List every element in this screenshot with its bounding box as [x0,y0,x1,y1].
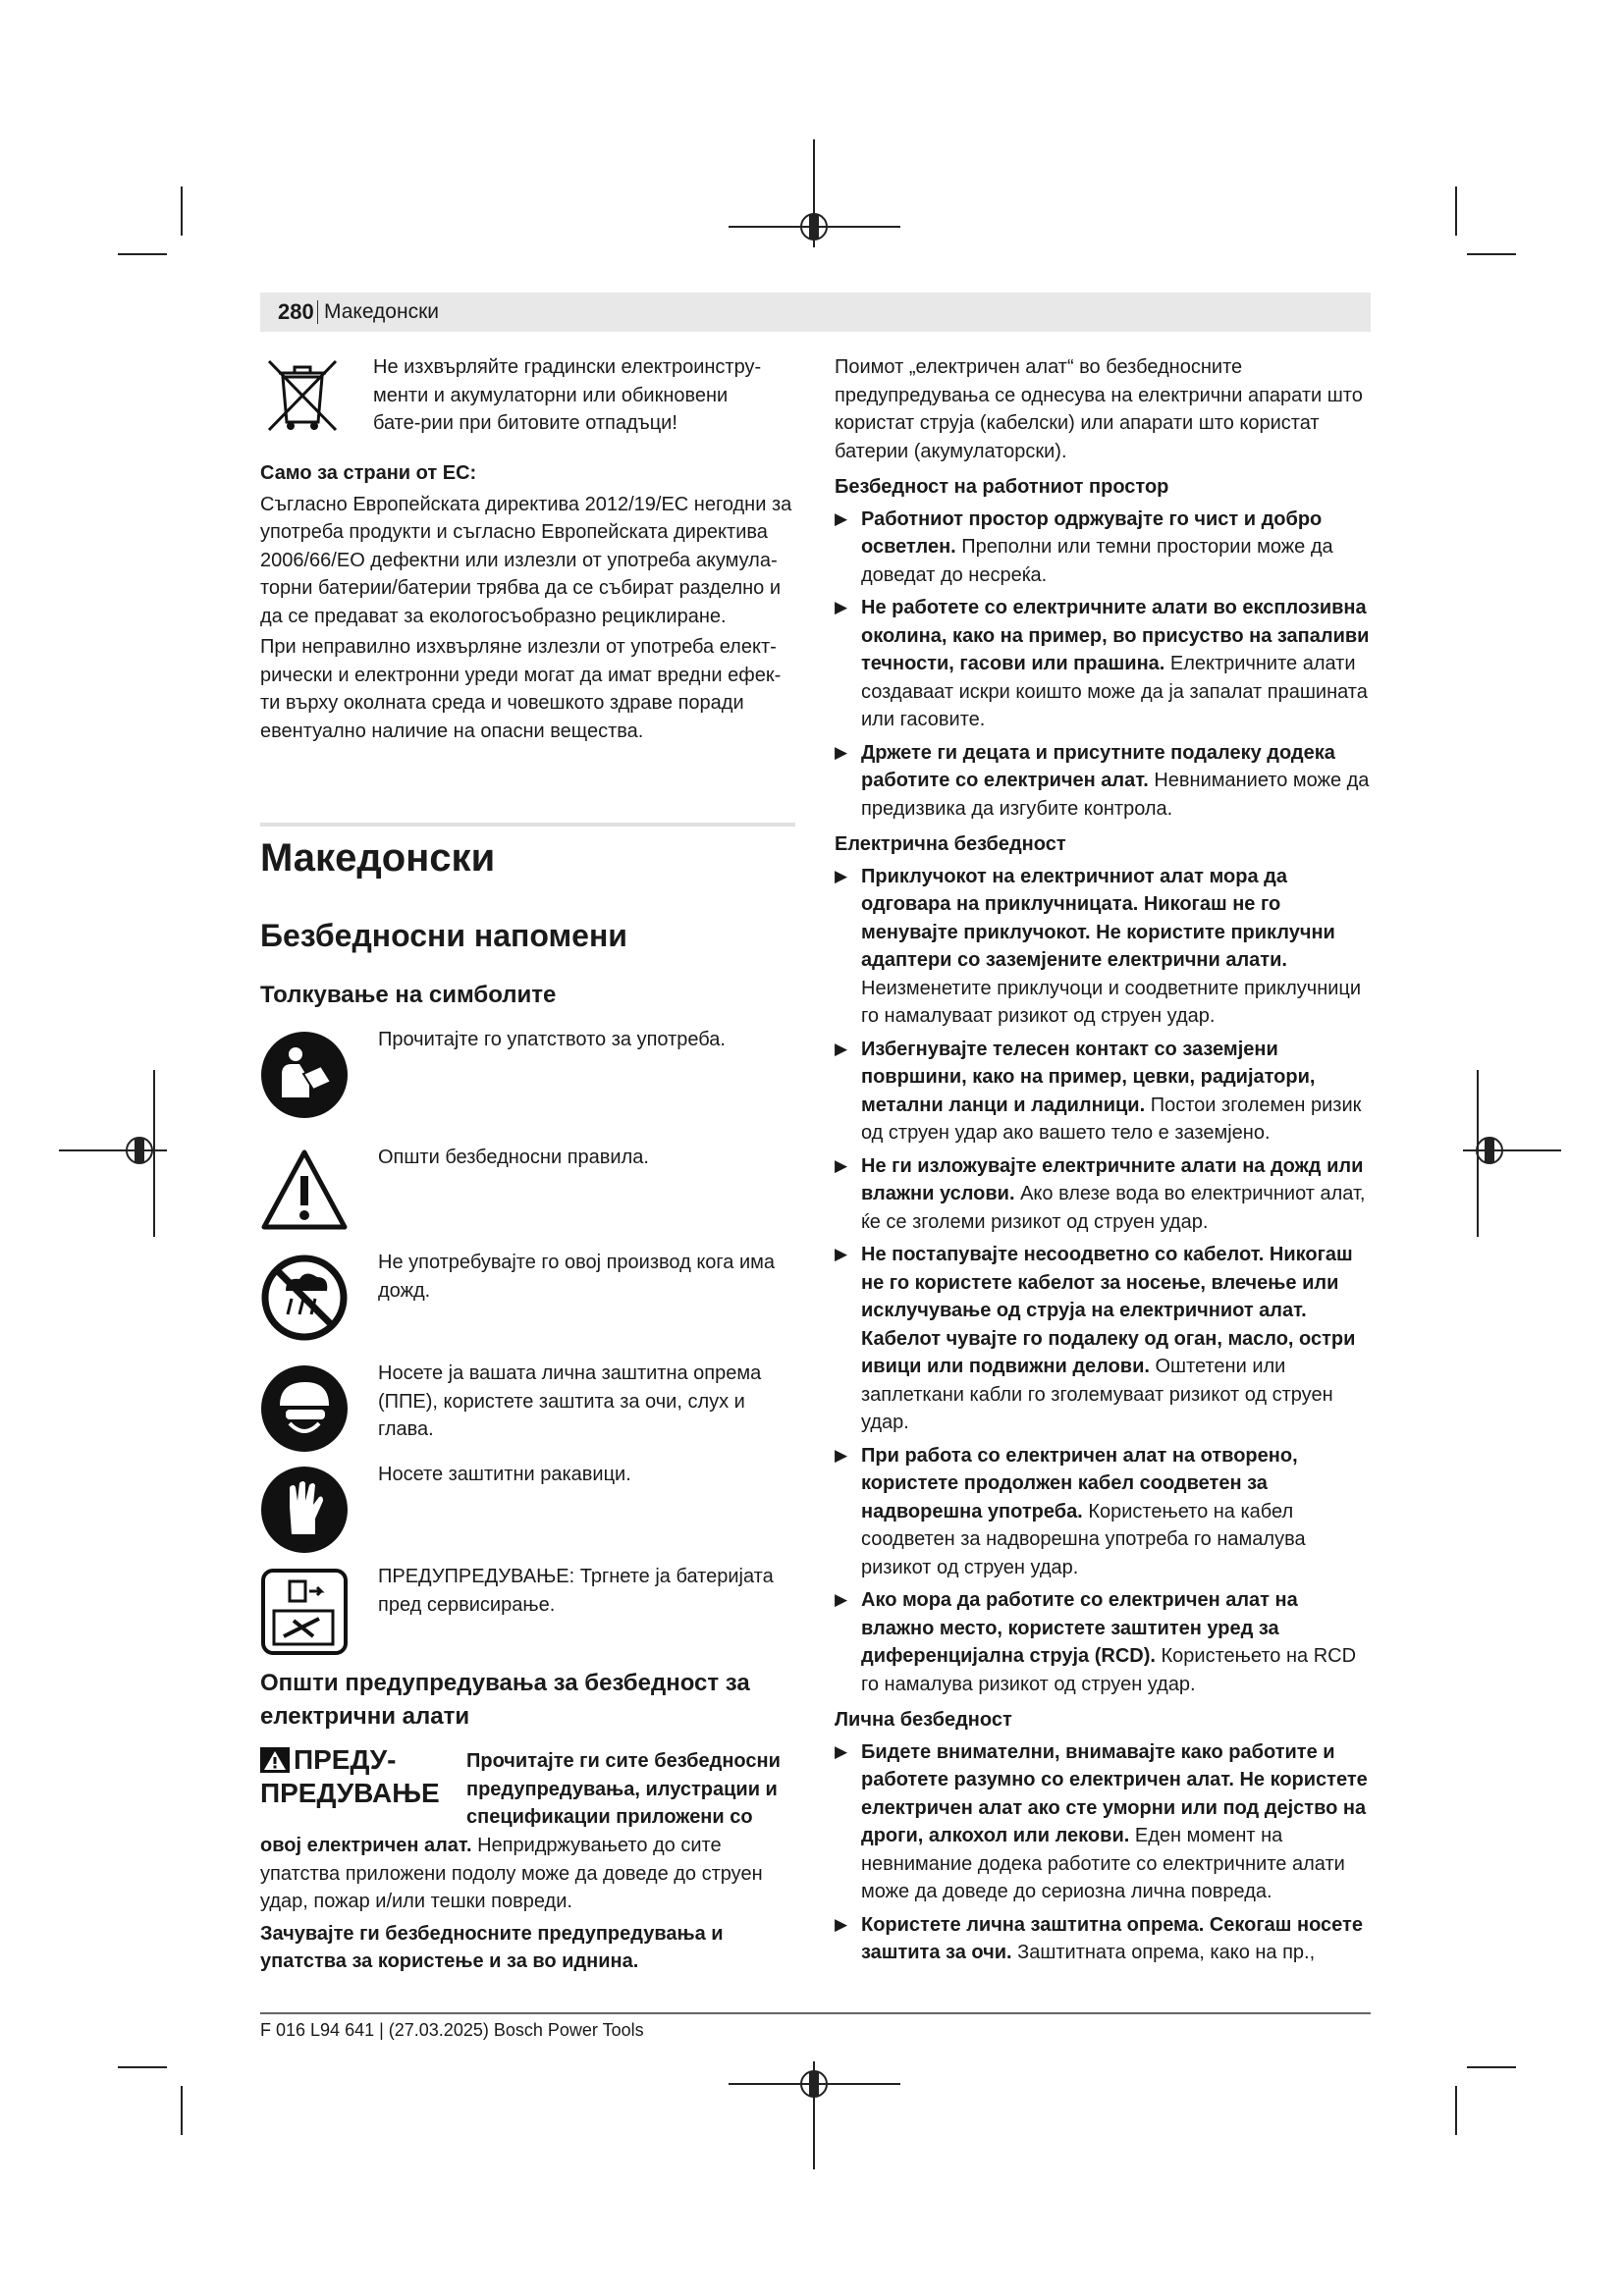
crop-mark [118,2066,167,2068]
warning-rest: Непридржувањето до сите упатства приложени подолу може да доведе до струен удар, пожар и/или тешки повреди. [260,1835,763,1912]
list-item-text: Преполни или темни простории може да доведат до несреќа. [861,536,1333,586]
weee-bin-icon [263,355,342,436]
header-language: Македонски [324,300,439,323]
header-divider [317,300,318,324]
symbol-text: Носете заштитни ракавици. [378,1464,631,1485]
symbol-text: Прочитајте го упатството за употреба. [378,1029,726,1050]
list-item-bold: Не ги изложувајте електричните алати на дожд или влажни услови. [861,1154,1364,1204]
list-item [835,1738,1373,1906]
list-item-text: Ако влезе вода во електричниот алат, ќе се зголеми ризикот од струен удар. [861,1183,1366,1233]
registration-mark-icon [126,1137,153,1164]
warning-label-line: ПРЕДУВАЊЕ [260,1778,440,1808]
registration-mark-icon [1476,1137,1503,1164]
footer-rule [260,2012,1371,2014]
list-item-text: Еден момент на невнимание додека работите со електричните алати може да доведе до сериозна лична повреда. [861,1825,1345,1902]
section-heading: Безбедност на работниот простор [835,476,1169,498]
list-item-text: Електричните алати создаваат искри коишто може да ја запалат прашината или гасовите. [861,653,1368,730]
warning-bold-line: Прочитајте ги сите безбедносни [466,1750,781,1772]
safety-title: Безбедносни напомени [260,918,627,953]
footer-text: F 016 L94 641 | (27.03.2025) Bosch Power Tools [260,2020,644,2040]
crop-mark [181,2086,183,2135]
list-item [835,1586,1373,1698]
list-item [835,739,1373,824]
weee-text: Не изхвърляйте градински електроинстру-менти и акумулаторни или обикновени бате-рии при битовите отпадъци! [373,356,762,434]
list-item-bold: Бидете внимателни, внимавајте како работите и работете разумно со електричен алат. Не користете електричен алат ако сте уморни или под дејство на дроги, алкохол или лекови. [861,1740,1368,1846]
list-item [835,1036,1373,1148]
warning-bold-line: предупредувања, илустрации и [466,1778,778,1800]
eu-section [260,459,795,745]
symbol-text: ПРЕДУПРЕДУВАЊЕ: Тргнете ја батеријата пред сервисирање. [378,1566,774,1616]
list-item [835,594,1373,734]
registration-mark-icon [800,2070,828,2098]
right-column [835,353,1373,1967]
registration-mark-icon [800,213,828,240]
manual-icon [260,1031,349,1119]
registration-line [153,1070,155,1237]
symbol-text: Носете ја вашата лична заштитна опрема (ППЕ), користете заштита за очи, слух и глава. [378,1362,762,1440]
list-item-text: Неизменетите приклучоци и соодветните приклучници го намалуваат ризикот од струен удар. [861,977,1362,1027]
list-item [835,1241,1373,1437]
list-item-text: Оштетени или заплеткани кабли го зголемуваат ризикот од струен удар. [861,1356,1333,1433]
list-item-bold: Не постапувајте несоодветно со кабелот. Никогаш не го користете кабелот за носење, влечење или исклучување од струја на електричниот алат. Кабелот чувајте го подалеку од оган, масло, остри ивици или подвижни делови. [861,1244,1356,1377]
list-item [835,863,1373,1031]
list-item [835,1911,1373,1967]
crop-mark [1455,2086,1457,2135]
warning-label-icon [260,1747,290,1773]
list-item-bold: Не работете со електричните алати во експлозивна околина, како на пример, во присуство на запаливи течности, гасови или прашина. [861,597,1370,674]
list-item [835,1152,1373,1237]
crop-mark [1455,187,1457,236]
warning-bold-line: спецификации приложени со [466,1806,753,1828]
symbol-text: Не употребувајте го овој производ кога има дожд. [378,1252,776,1302]
list-item-text: Постои зголемен ризик од струен удар ако вашето тело е заземјено. [861,1094,1362,1144]
page-number: 280 [278,299,314,324]
section-title: Македонски [260,836,496,880]
warning-paragraph [260,1832,795,1976]
list-item [835,1442,1373,1582]
warning-bold-line: овој електричен алат. [260,1835,472,1856]
list-item-bold: Ако мора да работите со електричен алат на влажно место, користете заштитен уред за диференцијална струја (RCD). [861,1589,1298,1667]
crop-mark [181,187,183,236]
list-item [835,506,1373,590]
intro-paragraph: Поимот „електричен алат“ во безбедносните предупредувања се однесува на електрични апарати што користат струја (кабелски) или апарати што користат батерии (акумулаторски). [835,356,1363,462]
general-heading: Општи предупредувања за безбедност за електрични алати [260,1670,750,1730]
warning-label [260,1743,440,1810]
crop-mark [1467,253,1516,255]
remove-battery-icon [260,1568,349,1656]
list-item-text: Заштитната опрема, како на пр., [1017,1942,1316,1963]
section-heading: Електрична безбедност [835,833,1066,855]
crop-mark [118,253,167,255]
eu-paragraph: Съгласно Европейската директива 2012/19/ЕС негодни за употреба продукти и съгласно Европейската директива 2006/66/ЕО дефектни или излезли от употреба акумула-торни батерии/батерии трябва да се събират разделно и да се предават за екологосъобразно рециклиране. [260,493,792,627]
list-item-text: Користењето на RCD го намалува ризикот од струен удар. [861,1645,1357,1695]
warning-bold-text [466,1747,800,1832]
eu-heading: Само за страни от ЕС: [260,462,477,484]
symbols-title: Толкување на симболите [260,982,557,1008]
list-item-bold: Приклучокот на електричниот алат мора да одговара на приклучницата. Никогаш не го менувајте приклучокот. Не користите приклучни адаптери со заземјените електрични алати. [861,865,1335,971]
warning-triangle-icon [260,1148,349,1231]
eu-paragraph: При неправилно изхвърляне излезли от употреба елект-рически и електронни уреди могат да имат вредни ефек-ти върху околната среда и човешкото здраве поради евентуално наличие на опасни вещества. [260,636,782,742]
gloves-icon [260,1466,349,1554]
section-divider [260,823,795,827]
symbol-text: Општи безбедносни правила. [378,1147,649,1168]
keep-note: Зачувајте ги безбедносните предупредувања и упатства за користење и за во иднина. [260,1922,724,1972]
no-rain-icon [260,1254,349,1342]
crop-mark [1467,2066,1516,2068]
list-item-bold: Користете лична заштитна опрема. Секогаш носете заштита за очи. [861,1913,1363,1963]
list-item-text: Користењето на кабел соодветен за надворешна употреба го намалува ризикот од струен удар. [861,1500,1306,1578]
ppe-helmet-icon [260,1364,349,1453]
list-item-bold: Држете ги децата и присутните подалеку додека работите со електричен алат. [861,741,1335,791]
list-item-bold: Работниот простор одржувајте го чист и добро осветлен. [861,507,1323,558]
list-item-bold: При работа со електричен алат на отворено, користете продолжен кабел соодветен за надворешна употреба. [861,1444,1298,1522]
section-heading: Лична безбедност [835,1709,1012,1731]
list-item-text: Невниманието може да предизвика да изгубите контрола. [861,770,1370,820]
warning-label-line: ПРЕДУ- [294,1744,397,1775]
list-item-bold: Избегнувајте телесен контакт со заземјени површини, како на пример, цевки, радијатори, метални ланци и ладилници. [861,1038,1316,1116]
